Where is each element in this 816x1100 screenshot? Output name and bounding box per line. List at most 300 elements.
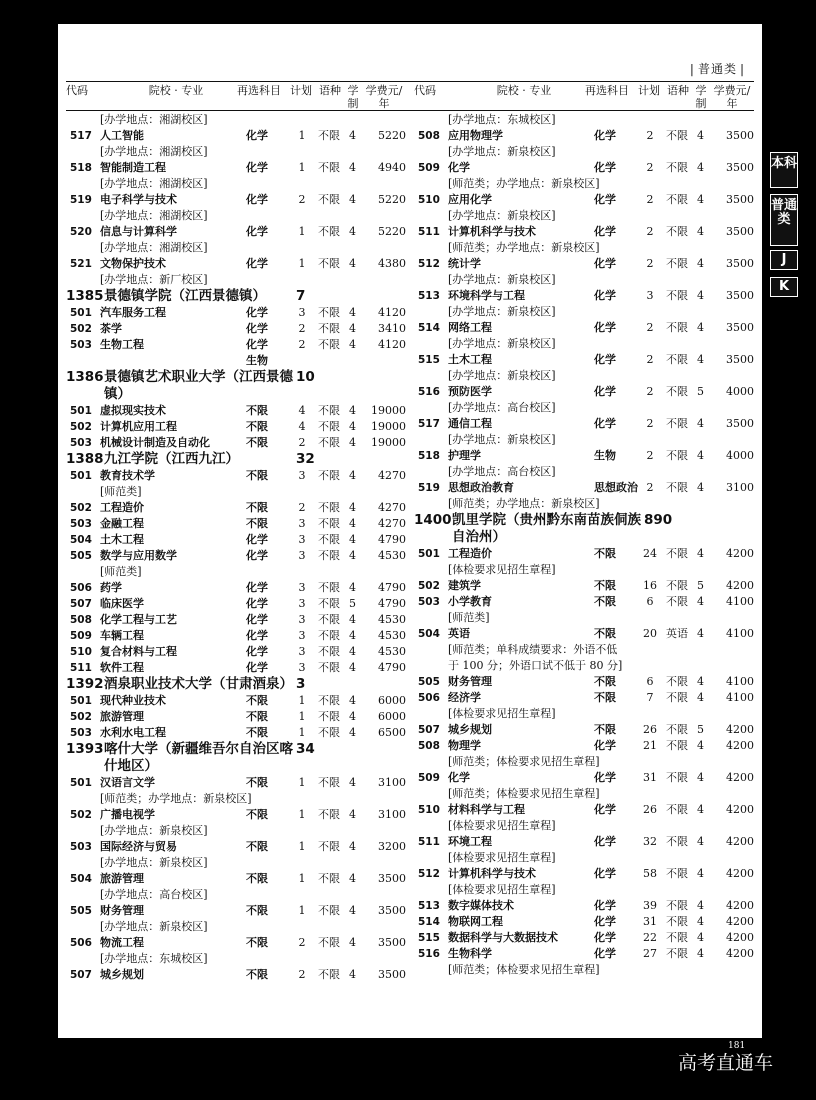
required-subject: 思想政治: [594, 481, 638, 494]
institution-code: 1392: [66, 676, 104, 692]
study-years: 4: [349, 193, 356, 206]
major-code: 510: [70, 646, 92, 658]
plan-count: 3: [298, 533, 306, 546]
major-row: [66, 532, 406, 548]
plan-count: 39: [643, 899, 657, 912]
tuition-fee: 3500: [726, 193, 754, 206]
major-row: [414, 930, 754, 946]
study-years: 4: [349, 420, 356, 433]
major-row: [414, 898, 754, 914]
major-code: 501: [70, 470, 92, 482]
major-name: 国际经济与贸易: [100, 840, 177, 853]
major-row: [66, 256, 406, 272]
entry-note: [办学地点：湘湖校区]: [100, 241, 208, 254]
plan-count: 3: [298, 661, 306, 674]
entry-note: [办学地点：湘湖校区]: [100, 113, 208, 126]
entry-note: [体检要求见招生章程]: [448, 851, 556, 864]
study-years: 4: [697, 931, 704, 944]
required-subject: 化学: [246, 629, 268, 642]
tuition-fee: 5220: [378, 193, 406, 206]
language: 不限: [666, 225, 688, 238]
study-years: 4: [697, 803, 704, 816]
language: 不限: [318, 436, 340, 449]
institution-code: 1386: [66, 369, 104, 385]
required-subject: 不限: [246, 726, 268, 739]
language: 不限: [666, 835, 688, 848]
major-code: 505: [70, 550, 92, 562]
study-years: 4: [697, 595, 704, 608]
major-name: 信息与计算科学: [100, 225, 177, 238]
required-subject: 不限: [246, 776, 268, 789]
major-row: [414, 946, 754, 962]
major-code: 502: [418, 580, 440, 592]
major-code: 502: [70, 323, 92, 335]
language: 不限: [318, 338, 340, 351]
header-code: 代码: [66, 84, 88, 97]
entry-note: [办学地点：东城校区]: [448, 113, 556, 126]
required-subject: 不限: [246, 469, 268, 482]
language: 不限: [666, 931, 688, 944]
major-code: 503: [70, 841, 92, 853]
major-name: 广播电视学: [100, 808, 155, 821]
major-row: [66, 693, 406, 709]
plan-count: 2: [646, 417, 654, 430]
study-years: 4: [697, 353, 704, 366]
required-subject: 化学: [594, 385, 616, 398]
major-name: 化学: [448, 161, 470, 174]
major-code: 502: [70, 809, 92, 821]
major-name: 虚拟现实技术: [100, 404, 166, 417]
plan-count: 26: [643, 803, 657, 816]
study-years: 4: [697, 161, 704, 174]
major-code: 506: [70, 582, 92, 594]
required-subject: 不限: [246, 517, 268, 530]
major-name: 化学: [448, 771, 470, 784]
major-row: [414, 802, 754, 818]
required-subject: 化学: [594, 771, 616, 784]
major-name: 现代种业技术: [100, 694, 166, 707]
language: 不限: [666, 257, 688, 270]
tuition-fee: 4380: [378, 257, 406, 270]
required-subject: 化学: [246, 597, 268, 610]
tuition-fee: 3100: [378, 808, 406, 821]
major-name: 工程造价: [448, 547, 492, 560]
plan-count: 31: [643, 771, 657, 784]
entry-note: [师范类；办学地点：新泉校区]: [448, 177, 600, 190]
header-years: 学制: [347, 84, 359, 110]
tuition-fee: 4790: [378, 597, 406, 610]
major-name: 数据科学与大数据技术: [448, 931, 558, 944]
major-code: 520: [70, 226, 92, 238]
plan-count: 3: [298, 613, 306, 626]
language: 不限: [318, 710, 340, 723]
study-years: 4: [349, 436, 356, 449]
entry-note: [办学地点：新泉校区]: [448, 305, 556, 318]
major-row: [414, 320, 754, 336]
major-name: 汉语言文学: [100, 776, 155, 789]
required-subject: 不限: [246, 501, 268, 514]
major-code: 504: [70, 534, 92, 546]
major-code: 504: [70, 873, 92, 885]
major-name: 环境工程: [448, 835, 492, 848]
tuition-fee: 19000: [371, 436, 406, 449]
institution-plan: 890: [644, 512, 673, 528]
study-years: 4: [697, 129, 704, 142]
major-row: [414, 626, 754, 642]
language: 不限: [318, 306, 340, 319]
required-subject: 不限: [246, 420, 268, 433]
header-lang: 语种: [319, 84, 341, 97]
plan-count: 26: [643, 723, 657, 736]
major-code: 504: [418, 628, 440, 640]
major-name: 汽车服务工程: [100, 306, 166, 319]
plan-count: 2: [646, 449, 654, 462]
required-subject: 化学: [246, 613, 268, 626]
language: 不限: [318, 726, 340, 739]
language: 不限: [318, 968, 340, 981]
language: 不限: [318, 872, 340, 885]
required-subject: 化学: [246, 661, 268, 674]
tuition-fee: 4100: [726, 691, 754, 704]
study-years: 4: [697, 771, 704, 784]
language: 不限: [666, 579, 688, 592]
tuition-fee: 4200: [726, 931, 754, 944]
institution-plan: 32: [296, 451, 315, 467]
institution-heading: [414, 512, 754, 546]
tuition-fee: 6000: [378, 710, 406, 723]
major-code: 511: [70, 662, 92, 674]
plan-count: 58: [643, 867, 657, 880]
plan-count: 1: [298, 808, 306, 821]
entry-note: [体检要求见招生章程]: [448, 819, 556, 832]
tuition-fee: 4120: [378, 306, 406, 319]
major-name: 生物工程: [100, 338, 144, 351]
language: 不限: [666, 771, 688, 784]
major-name: 工程造价: [100, 501, 144, 514]
language: 不限: [666, 899, 688, 912]
major-code: 513: [418, 900, 440, 912]
major-row: [414, 384, 754, 400]
major-row: [414, 914, 754, 930]
required-subject: 化学: [246, 225, 268, 238]
plan-count: 1: [298, 872, 306, 885]
entry-note: [办学地点：新泉校区]: [100, 824, 208, 837]
institution-heading: [66, 676, 406, 693]
header-plan: 计划: [638, 84, 660, 97]
required-subject: 不限: [246, 710, 268, 723]
plan-count: 16: [643, 579, 657, 592]
required-subject: 不限: [246, 936, 268, 949]
entry-note: [体检要求见招生章程]: [448, 707, 556, 720]
major-name: 城乡规划: [100, 968, 144, 981]
study-years: 4: [697, 739, 704, 752]
required-subject: 化学: [246, 257, 268, 270]
tuition-fee: 4100: [726, 675, 754, 688]
tuition-fee: 4790: [378, 661, 406, 674]
major-row: [66, 967, 406, 983]
language: 不限: [318, 404, 340, 417]
major-name: 文物保护技术: [100, 257, 166, 270]
header-name: 院校 · 专业: [496, 84, 552, 97]
study-years: 5: [697, 385, 704, 398]
tuition-fee: 6500: [378, 726, 406, 739]
plan-count: 1: [298, 129, 306, 142]
plan-count: 1: [298, 161, 306, 174]
major-code: 503: [70, 727, 92, 739]
major-code: 521: [70, 258, 92, 270]
study-years: 4: [349, 840, 356, 853]
language: 不限: [666, 417, 688, 430]
major-code: 516: [418, 948, 440, 960]
table-header: [66, 81, 754, 111]
plan-count: 3: [298, 629, 306, 642]
side-index: [762, 0, 816, 1100]
entry-note: [办学地点：湘湖校区]: [100, 177, 208, 190]
tuition-fee: 4530: [378, 629, 406, 642]
major-row: [66, 403, 406, 419]
major-name: 旅游管理: [100, 872, 144, 885]
major-code: 511: [418, 836, 440, 848]
language: 不限: [666, 867, 688, 880]
required-subject: 不限: [594, 723, 616, 736]
major-row: [66, 871, 406, 887]
tuition-fee: 4000: [726, 449, 754, 462]
tuition-fee: 3500: [726, 321, 754, 334]
language: 不限: [318, 597, 340, 610]
header-code: 代码: [414, 84, 436, 97]
entry-note: [师范类]: [100, 485, 142, 498]
major-name: 临床医学: [100, 597, 144, 610]
required-subject: 不限: [594, 691, 616, 704]
major-code: 501: [70, 405, 92, 417]
header-name: 院校 · 专业: [148, 84, 204, 97]
required-subject: 化学: [594, 353, 616, 366]
major-row: [414, 448, 754, 464]
plan-count: 2: [646, 481, 654, 494]
major-code: 509: [418, 162, 440, 174]
tuition-fee: 4200: [726, 915, 754, 928]
plan-count: 20: [643, 627, 657, 640]
required-subject: 化学: [594, 739, 616, 752]
major-row: [66, 128, 406, 144]
study-years: 4: [349, 322, 356, 335]
tuition-fee: 3200: [378, 840, 406, 853]
major-row: [66, 468, 406, 484]
document-page: [58, 24, 762, 1038]
plan-count: 22: [643, 931, 657, 944]
header-fee: 学费元/年: [713, 84, 751, 110]
entry-note: [师范类；单科成绩要求：外语不低: [448, 643, 618, 656]
major-code: 510: [418, 804, 440, 816]
plan-count: 2: [298, 936, 306, 949]
tuition-fee: 4530: [378, 549, 406, 562]
institution-code: 1388: [66, 451, 104, 467]
language: 不限: [666, 803, 688, 816]
study-years: 4: [349, 710, 356, 723]
major-code: 503: [70, 518, 92, 530]
side-tab-putong[interactable]: 普通类: [770, 194, 798, 246]
major-code: 511: [418, 226, 440, 238]
tuition-fee: 3500: [378, 904, 406, 917]
side-tab-k[interactable]: K: [770, 277, 798, 297]
plan-count: 6: [646, 595, 654, 608]
institution-heading: [66, 369, 406, 403]
required-subject: 不限: [246, 968, 268, 981]
major-name: 城乡规划: [448, 723, 492, 736]
plan-count: 1: [298, 776, 306, 789]
entry-note: [办学地点：新厂校区]: [100, 273, 208, 286]
tuition-fee: 5220: [378, 225, 406, 238]
plan-count: 2: [646, 161, 654, 174]
plan-count: 2: [646, 129, 654, 142]
language: 不限: [318, 613, 340, 626]
study-years: 4: [349, 872, 356, 885]
major-row: [66, 580, 406, 596]
major-row: [414, 160, 754, 176]
header-subject: 再选科目: [237, 84, 281, 97]
major-code: 507: [70, 598, 92, 610]
plan-count: 2: [298, 968, 306, 981]
language: 不限: [666, 449, 688, 462]
major-row: [414, 546, 754, 562]
required-subject: 化学: [594, 193, 616, 206]
major-code: 502: [70, 711, 92, 723]
tuition-fee: 4200: [726, 867, 754, 880]
side-tab-benke[interactable]: 本科: [770, 152, 798, 188]
tuition-fee: 3410: [378, 322, 406, 335]
major-code: 518: [70, 162, 92, 174]
required-subject: 化学: [594, 899, 616, 912]
language: 不限: [666, 481, 688, 494]
tuition-fee: 4790: [378, 533, 406, 546]
entry-note: [师范类；体检要求见招生章程]: [448, 787, 600, 800]
major-row: [66, 725, 406, 741]
language: 不限: [318, 322, 340, 335]
required-subject: 化学: [594, 947, 616, 960]
study-years: 4: [349, 161, 356, 174]
tuition-fee: 19000: [371, 420, 406, 433]
major-row: [66, 807, 406, 823]
tuition-fee: 4000: [726, 385, 754, 398]
required-subject: 化学: [594, 161, 616, 174]
plan-count: 1: [298, 710, 306, 723]
tuition-fee: 3100: [726, 481, 754, 494]
major-row: [414, 352, 754, 368]
required-subject: 不限: [594, 547, 616, 560]
tuition-fee: 3500: [726, 353, 754, 366]
tuition-fee: 4200: [726, 579, 754, 592]
entry-note: [师范类]: [448, 611, 490, 624]
tuition-fee: 4270: [378, 517, 406, 530]
required-subject: 化学: [246, 533, 268, 546]
language: 不限: [318, 469, 340, 482]
required-subject: 化学: [246, 581, 268, 594]
major-name: 小学教育: [448, 595, 492, 608]
major-row: [66, 935, 406, 951]
major-row: [66, 548, 406, 564]
language: 不限: [318, 936, 340, 949]
tuition-fee: 4270: [378, 501, 406, 514]
study-years: 5: [697, 723, 704, 736]
language: 不限: [666, 161, 688, 174]
plan-count: 21: [643, 739, 657, 752]
language: 不限: [318, 517, 340, 530]
major-row: [66, 500, 406, 516]
tuition-fee: 4790: [378, 581, 406, 594]
tuition-fee: 4200: [726, 723, 754, 736]
major-name: 土木工程: [448, 353, 492, 366]
tuition-fee: 3100: [378, 776, 406, 789]
major-name: 教育技术学: [100, 469, 155, 482]
required-subject: 化学: [246, 322, 268, 335]
tuition-fee: 5220: [378, 129, 406, 142]
entry-note: [办学地点：湘湖校区]: [100, 145, 208, 158]
study-years: 5: [697, 579, 704, 592]
major-code: 501: [70, 777, 92, 789]
major-row: [66, 660, 406, 676]
plan-count: 3: [298, 469, 306, 482]
study-years: 4: [349, 776, 356, 789]
plan-count: 27: [643, 947, 657, 960]
header-fee: 学费元/年: [365, 84, 403, 110]
institution-heading: [66, 288, 406, 305]
plan-count: 1: [298, 694, 306, 707]
major-name: 物理学: [448, 739, 481, 752]
language: 不限: [318, 645, 340, 658]
language: 不限: [666, 595, 688, 608]
language: 不限: [666, 353, 688, 366]
institution-heading: [66, 451, 406, 468]
major-name: 软件工程: [100, 661, 144, 674]
required-subject: 化学: [246, 338, 268, 351]
plan-count: 2: [298, 501, 306, 514]
entry-note: [体检要求见招生章程]: [448, 563, 556, 576]
major-row: [66, 192, 406, 208]
major-code: 501: [70, 695, 92, 707]
major-name: 化学工程与工艺: [100, 613, 177, 626]
language: 不限: [666, 129, 688, 142]
major-name: 应用物理学: [448, 129, 503, 142]
major-code: 507: [70, 969, 92, 981]
institution-plan: 10: [296, 369, 315, 385]
major-name: 建筑学: [448, 579, 481, 592]
header-plan: 计划: [290, 84, 312, 97]
required-subject: 化学: [594, 835, 616, 848]
plan-count: 1: [298, 225, 306, 238]
major-code: 505: [70, 905, 92, 917]
plan-count: 3: [298, 581, 306, 594]
institution-code: 1393: [66, 741, 104, 757]
major-row: [66, 628, 406, 644]
study-years: 4: [697, 257, 704, 270]
required-subject: 化学: [246, 306, 268, 319]
language: 不限: [666, 321, 688, 334]
major-name: 水利水电工程: [100, 726, 166, 739]
plan-count: 2: [646, 193, 654, 206]
side-tab-j[interactable]: J: [770, 250, 798, 270]
study-years: 4: [697, 449, 704, 462]
study-years: 4: [349, 629, 356, 642]
major-code: 503: [70, 437, 92, 449]
required-subject: 不限: [246, 436, 268, 449]
institution-plan: 7: [296, 288, 306, 304]
major-name: 旅游管理: [100, 710, 144, 723]
major-name: 车辆工程: [100, 629, 144, 642]
category-label: | 普通类 |: [687, 60, 748, 77]
major-code: 510: [418, 194, 440, 206]
required-subject: 化学: [594, 129, 616, 142]
study-years: 4: [349, 904, 356, 917]
